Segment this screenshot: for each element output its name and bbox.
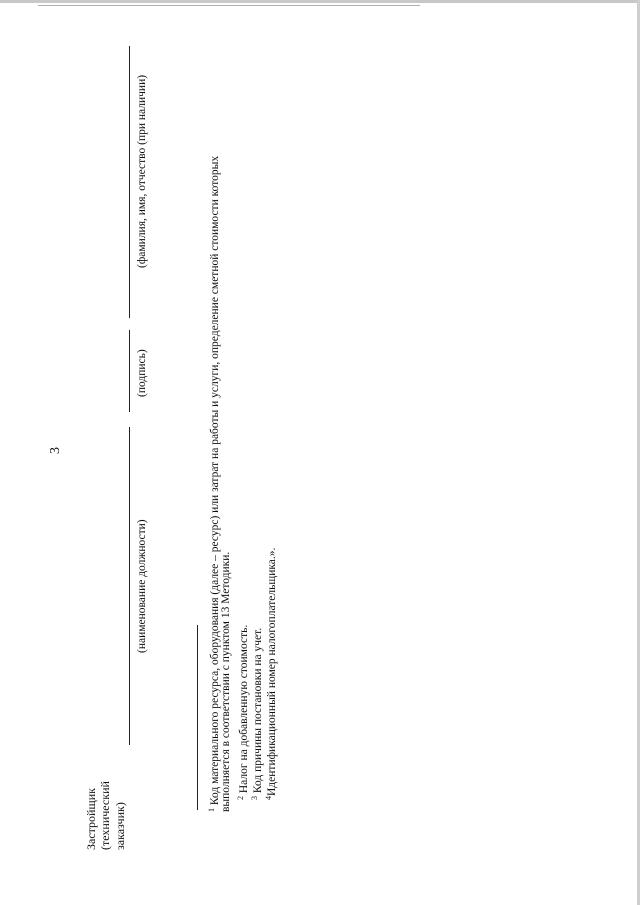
footnote-4-text: Идентификационный номер налогоплательщика.». — [266, 547, 278, 796]
footnote-3-marker: 3 — [250, 796, 259, 800]
signer-label-line-3: заказчик) — [113, 802, 127, 850]
footnote-separator — [197, 625, 198, 810]
footnote-2-marker: 2 — [236, 796, 245, 800]
position-line — [129, 427, 130, 745]
footnote-1-text: Код материального ресурса, оборудования (далее – ресурс) или затрат на работы и услуги, определение сметной стоимости которых — [209, 155, 221, 806]
signature-line — [129, 330, 130, 412]
name-caption: (фамилия, имя, отчество (при наличии) — [136, 74, 148, 268]
footnote-1-marker: 1 — [207, 808, 216, 812]
name-line — [129, 46, 130, 318]
footnote-1-line-2: выполняется в соответствии с пунктом 13 Методики. — [220, 551, 232, 812]
signer-label-line-1: Застройщик — [84, 788, 98, 850]
footnote-4 — [262, 548, 279, 800]
footnote-2-text: Налог на добавленную стоимость. — [238, 624, 250, 794]
signature-caption: (подпись) — [136, 349, 148, 397]
footnote-4-marker: 4 — [264, 796, 273, 800]
page-number: 3 — [48, 447, 63, 454]
signer-label-line-2: (технический — [98, 781, 112, 850]
position-caption: (наименование должности) — [136, 519, 148, 653]
footnote-3-text: Код причины постановки на учет. — [252, 627, 264, 794]
